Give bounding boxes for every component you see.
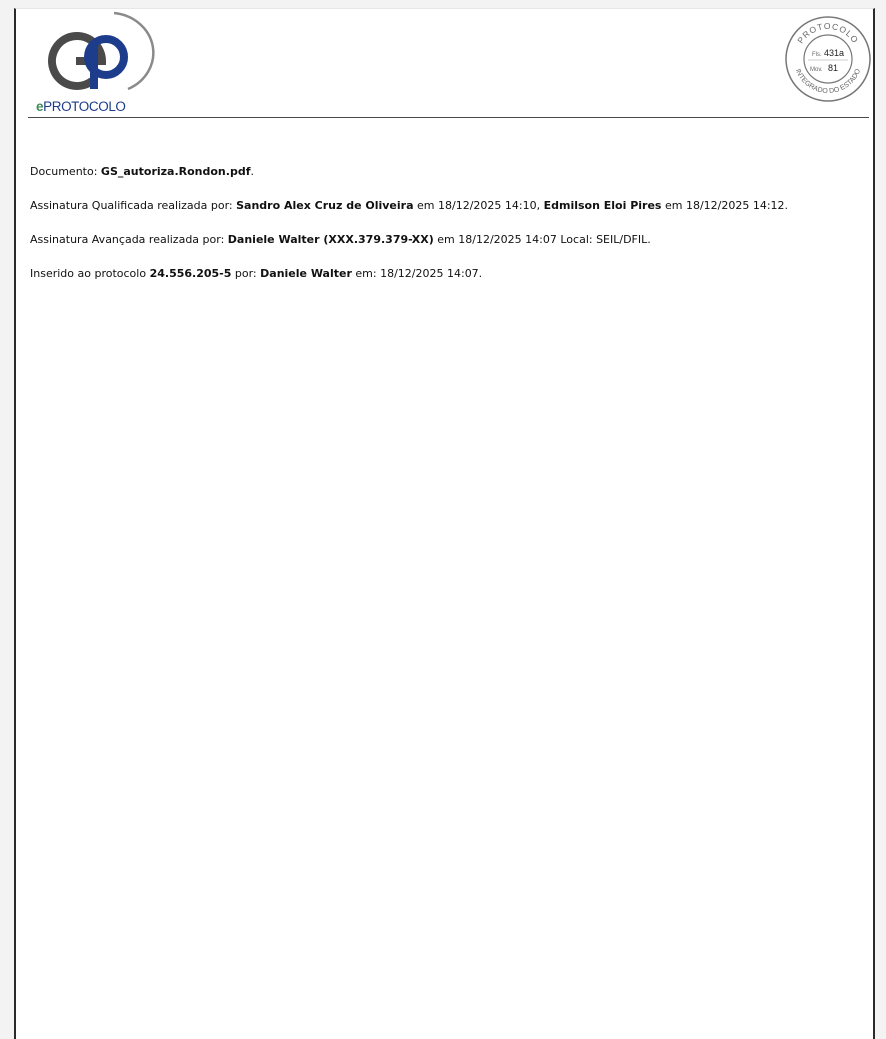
header-divider [28,117,869,118]
logo-wordmark: ePROTOCOLO [36,99,126,114]
stamp-mov-label: Mov. [810,67,823,73]
stamp-ring-top: PROTOCOLO [795,20,861,46]
stamp-mov-value: 81 [828,63,839,73]
document-page [14,8,875,1039]
inserted-by-user: Daniele Walter [260,267,352,280]
advanced-signature-line: Assinatura Avançada realizada por: Daniele Walter (XXX.379.379-XX) em 18/12/2025 14:07 Local: SEIL/DFIL. [30,233,651,246]
protocol-stamp [784,15,872,103]
signer-name: Daniele Walter (XXX.379.379-XX) [227,233,434,246]
protocol-number: 24.556.205-5 [149,267,232,280]
signer-name: Edmilson Eloi Pires [543,199,662,212]
qualified-signature-line: Assinatura Qualificada realizada por: Sandro Alex Cruz de Oliveira em 18/12/2025 14:10, Edmilson Eloi Pires em 18/12/2025 14:12. [30,199,789,212]
stamp-fls-label: Fls. [812,52,822,58]
document-line: Documento: GS_autoriza.Rondon.pdf. [30,165,254,178]
document-filename: GS_autoriza.Rondon.pdf [100,165,251,178]
stamp-fls-value: 431a [824,48,845,58]
signer-name: Sandro Alex Cruz de Oliveira [236,199,414,212]
signature-info [30,165,860,301]
stamp-ring-bottom: INTEGRADO DO ESTADO [793,67,863,96]
protocol-insert-line: Inserido ao protocolo 24.556.205-5 por: Daniele Walter em: 18/12/2025 14:07. [30,267,483,280]
